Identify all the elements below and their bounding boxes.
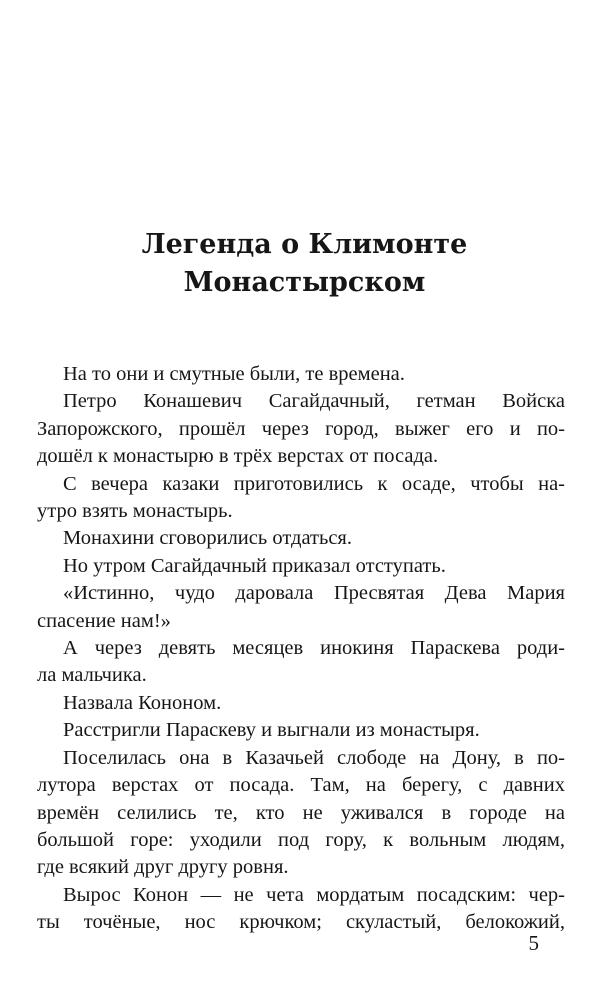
- chapter-title-line-2: Монастырском: [183, 267, 426, 298]
- paragraph: [37, 388, 565, 470]
- text-line: Но утром Сагайдачный приказал отступать.: [63, 554, 446, 577]
- text-line: ла мальчика.: [37, 664, 147, 687]
- paragraph: [37, 717, 565, 744]
- text-line: Монахини сговорились отдаться.: [63, 527, 352, 550]
- text-line: дошёл к монастырю в трёх верстах от посада.: [37, 445, 439, 468]
- text-line: где всякий друг другу ровня.: [37, 856, 289, 879]
- body-text: [37, 361, 565, 937]
- page-number: 5: [528, 931, 539, 955]
- text-line: Запорожского, прошёл через город, выжег его и по-: [37, 417, 565, 440]
- text-line: спасение нам!»: [37, 609, 171, 632]
- paragraph: [37, 635, 565, 690]
- paragraph: [37, 553, 565, 580]
- text-line: Вырос Конон — не чета мордатым посадским: чер-: [63, 883, 565, 906]
- text-line: утро взять монастырь.: [37, 500, 233, 523]
- text-line: большой горе: уходили под гору, к вольным людям,: [37, 828, 565, 851]
- text-line: А через девять месяцев инокиня Параскева роди-: [63, 637, 565, 660]
- text-line: «Истинно, чудо даровала Пресвятая Дева Мария: [63, 582, 565, 605]
- paragraph: [37, 745, 565, 882]
- text-line: лутора верстах от посада. Там, на берегу, с давних: [37, 774, 565, 797]
- paragraph: [37, 361, 565, 388]
- paragraph: [37, 580, 565, 635]
- text-line: Петро Конашевич Сагайдачный, гетман Войска: [63, 390, 565, 413]
- paragraph: [37, 690, 565, 717]
- chapter-title: [0, 226, 609, 302]
- paragraph: [37, 471, 565, 526]
- text-line: Назвала Кононом.: [63, 691, 222, 714]
- chapter-title-line-1: Легенда о Климонте: [141, 229, 468, 260]
- paragraph: [37, 882, 565, 937]
- text-line: времён селились те, кто не уживался в городе на: [37, 801, 565, 824]
- text-line: Расстригли Параскеву и выгнали из монастыря.: [63, 719, 480, 742]
- paragraph: [37, 525, 565, 552]
- text-line: ты точёные, нос крючком; скуластый, белокожий,: [37, 911, 565, 934]
- text-line: С вечера казаки приготовились к осаде, чтобы на-: [63, 472, 565, 495]
- text-line: Поселилась она в Казачьей слободе на Дону, в по-: [63, 746, 565, 769]
- text-line: На то они и смутные были, те времена.: [63, 363, 405, 385]
